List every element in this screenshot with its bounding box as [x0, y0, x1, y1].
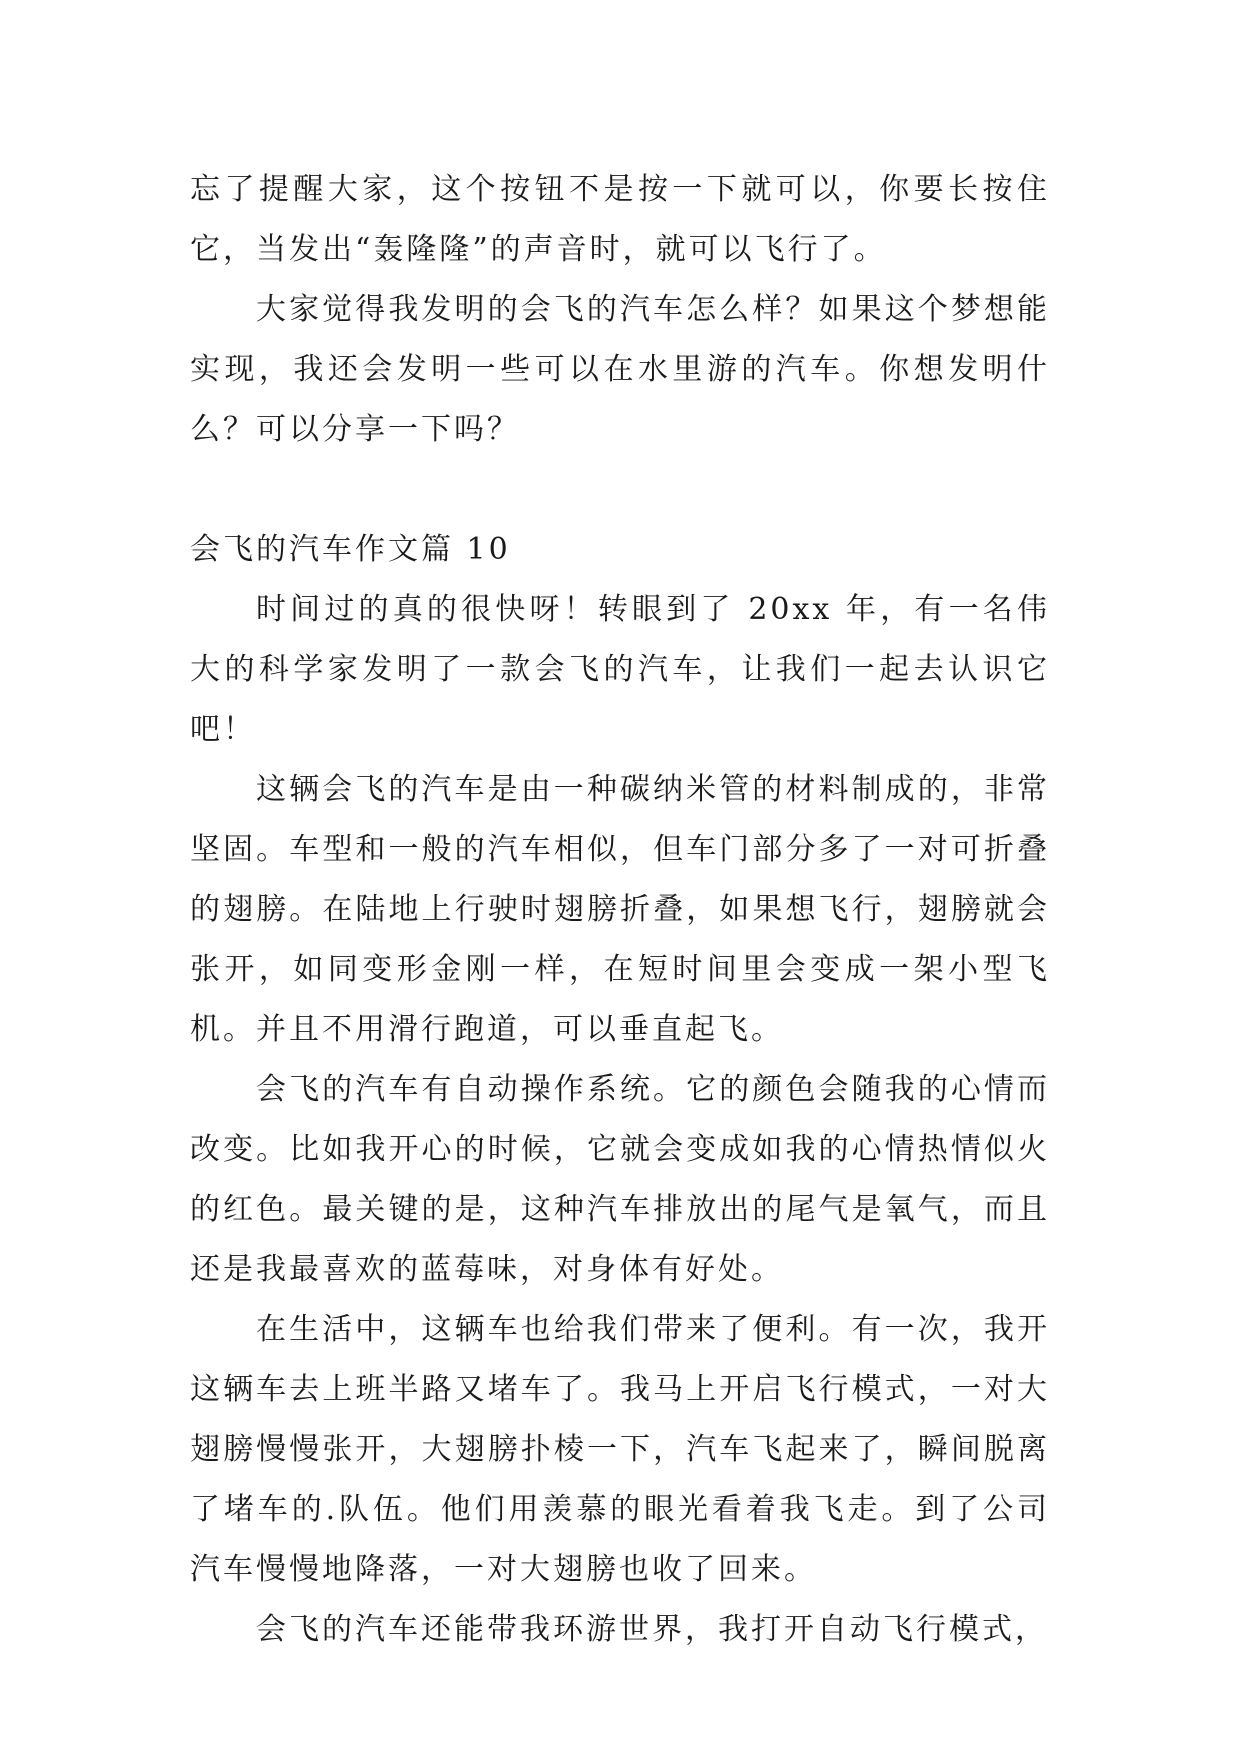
- paragraph: 时间过的真的很快呀！转眼到了 20xx 年，有一名伟大的科学家发明了一款会飞的汽车，让我们一起去认识它吧！: [190, 592, 1050, 747]
- section-number: 篇 10: [421, 532, 511, 567]
- paragraph: 在生活中，这辆车也给我们带来了便利。有一次，我开这辆车去上班半路又堵车了。我马上开启飞行模式，一对大翅膀慢慢张开，大翅膀扑棱一下，汽车飞起来了，瞬间脱离了堵车的.队伍。他们用羡慕的眼光看着我飞走。到了公司汽车慢慢地降落，一对大翅膀也收了回来。: [190, 1312, 1050, 1587]
- section-title-text: 会飞的汽车作文: [190, 532, 421, 567]
- paragraph-continued: 忘了提醒大家，这个按钮不是按一下就可以，你要长按住它，当发出“轰隆隆”的声音时，就可以飞行了。: [190, 172, 1050, 267]
- paragraph: 大家觉得我发明的会飞的汽车怎么样？如果这个梦想能实现，我还会发明一些可以在水里游的汽车。你想发明什么？可以分享一下吗？: [190, 292, 1050, 447]
- paragraph: 会飞的汽车有自动操作系统。它的颜色会随我的心情而改变。比如我开心的时候，它就会变成如我的心情热情似火的红色。最关键的是，这种汽车排放出的尾气是氧气，而且还是我最喜欢的蓝莓味，对身体有好处。: [190, 1072, 1050, 1287]
- section-heading: [190, 520, 1050, 580]
- paragraph: 这辆会飞的汽车是由一种碳纳米管的材料制成的，非常坚固。车型和一般的汽车相似，但车门部分多了一对可折叠的翅膀。在陆地上行驶时翅膀折叠，如果想飞行，翅膀就会张开，如同变形金刚一样，在短时间里会变成一架小型飞机。并且不用滑行跑道，可以垂直起飞。: [190, 772, 1050, 1047]
- document-body: [190, 160, 1050, 1660]
- paragraph: 会飞的汽车还能带我环游世界，我打开自动飞行模式，: [256, 1612, 1048, 1647]
